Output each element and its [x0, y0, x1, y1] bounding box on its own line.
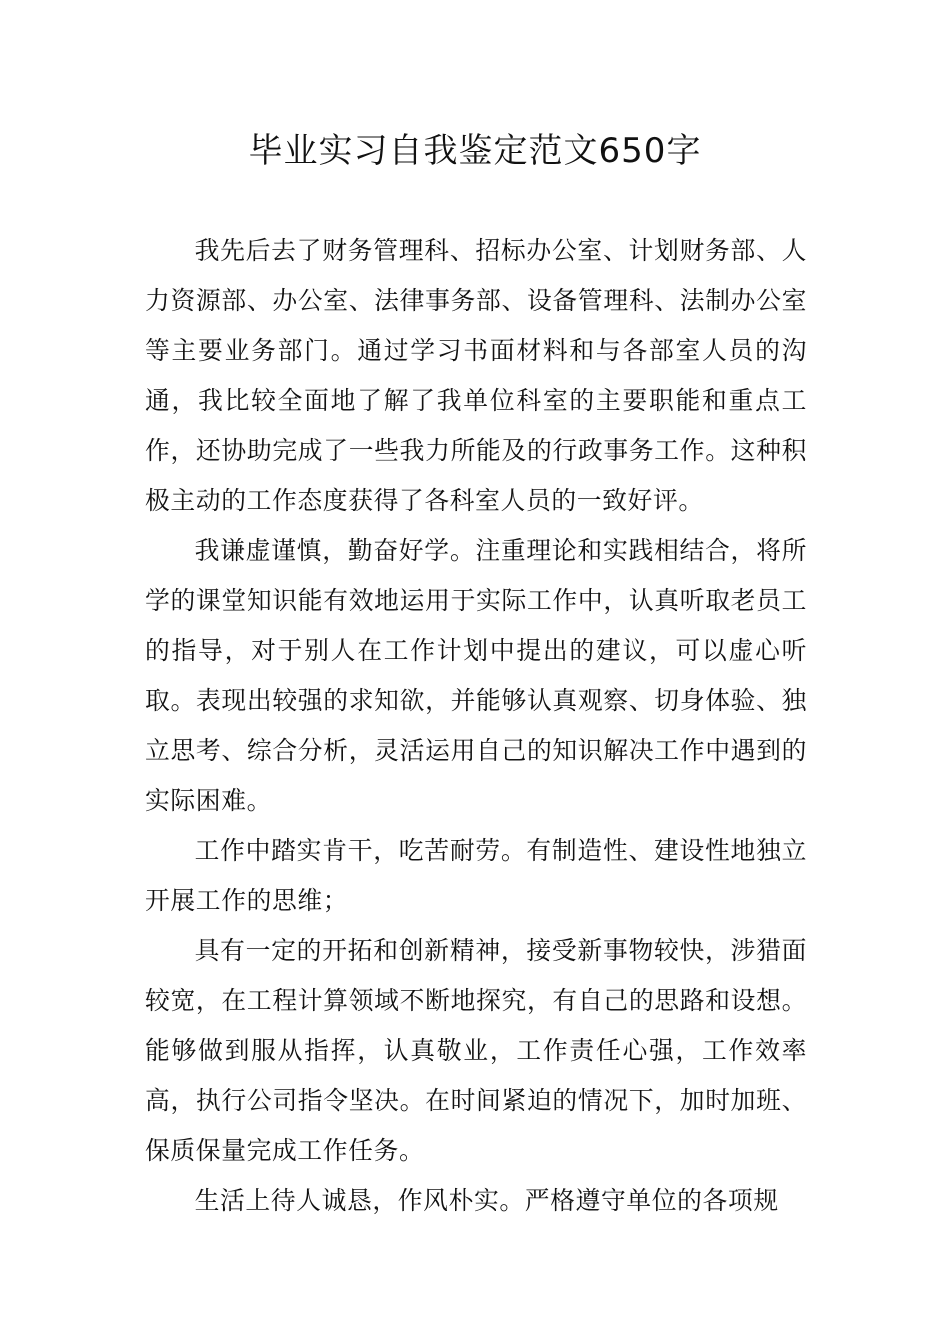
paragraph-3: 工作中踏实肯干，吃苦耐劳。有制造性、建设性地独立开展工作的思维； [145, 836, 807, 915]
document-body [145, 226, 807, 1226]
paragraph-5: 生活上待人诚恳，作风朴实。严格遵守单位的各项规 [194, 1186, 779, 1215]
document-title: 毕业实习自我鉴定范文650字 [248, 131, 702, 171]
paragraph-4: 具有一定的开拓和创新精神，接受新事物较快，涉猎面较宽，在工程计算领域不断地探究，有自己的思路和设想。能够做到服从指挥，认真敬业，工作责任心强，工作效率高，执行公司指令坚决。在时间紧迫的情况下，加时加班、保质保量完成工作任务。 [145, 936, 807, 1165]
paragraph-2: 我谦虚谨慎，勤奋好学。注重理论和实践相结合，将所学的课堂知识能有效地运用于实际工作中，认真听取老员工的指导，对于别人在工作计划中提出的建议，可以虚心听取。表现出较强的求知欲，并能够认真观察、切身体验、独立思考、综合分析，灵活运用自己的知识解决工作中遇到的实际困难。 [145, 536, 807, 815]
paragraph-1: 我先后去了财务管理科、招标办公室、计划财务部、人力资源部、办公室、法律事务部、设备管理科、法制办公室等主要业务部门。通过学习书面材料和与各部室人员的沟通，我比较全面地了解了我单位科室的主要职能和重点工作，还协助完成了一些我力所能及的行政事务工作。这种积极主动的工作态度获得了各科室人员的一致好评。 [145, 236, 807, 515]
